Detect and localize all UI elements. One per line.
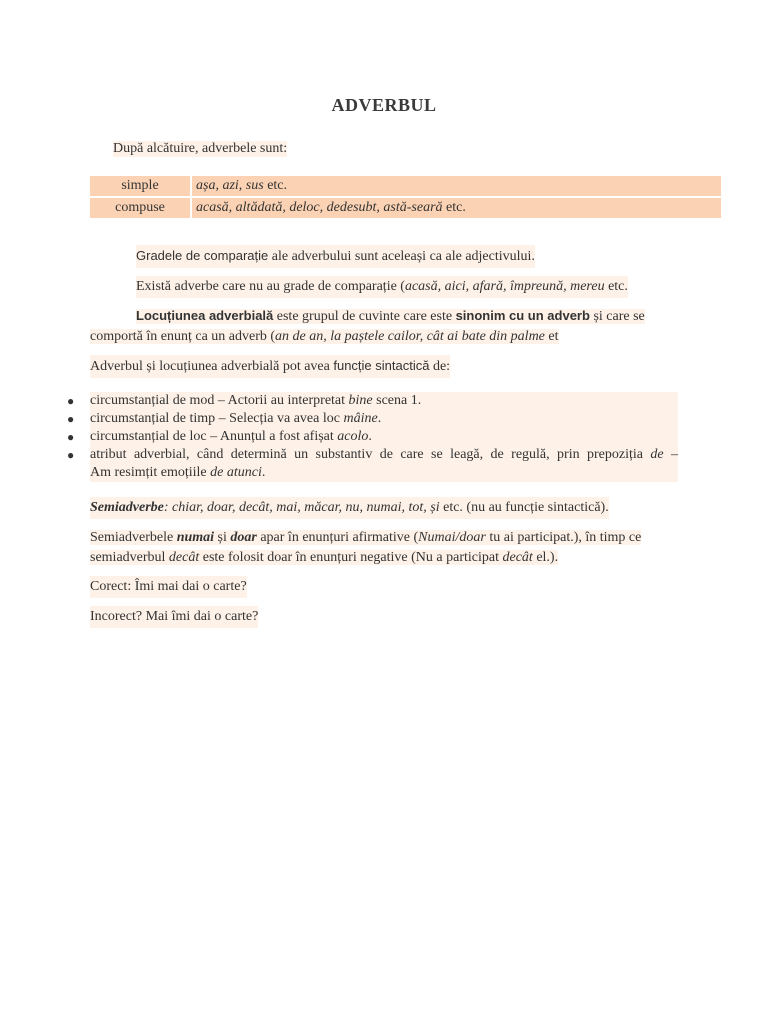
list-item-after: . xyxy=(368,429,372,444)
list-item xyxy=(67,410,678,428)
functions-list xyxy=(67,392,678,482)
table-row xyxy=(90,198,721,218)
bullet-icon: ● xyxy=(67,394,75,408)
bullet-icon: ● xyxy=(67,412,75,426)
list-item-text: Am resimțit emoțiile xyxy=(90,465,211,480)
list-item xyxy=(67,392,678,410)
no-degrees-pre: Există adverbe care nu au grade de comparație ( xyxy=(136,279,405,294)
list-item-example: bine xyxy=(348,393,373,408)
functions-post: de: xyxy=(429,359,451,374)
semiadverbs-term: Semiadverbe xyxy=(90,500,164,515)
semiadverbs-paragraph xyxy=(90,497,609,519)
table-row xyxy=(90,176,721,196)
list-item-text: circumstanțial de loc – Anunțul a fost afișat xyxy=(90,429,338,444)
type-examples: acasă, altădată, deloc, dedesubt, astă-seară xyxy=(196,200,443,215)
usage-example: Numai/doar xyxy=(418,530,486,545)
page-title: ADVERBUL xyxy=(331,95,437,115)
usage-example: decât xyxy=(502,550,533,565)
type-examples-cell xyxy=(192,198,721,218)
bullet-icon: ● xyxy=(67,448,75,462)
no-degrees-paragraph xyxy=(136,276,628,298)
functions-pre: Adverbul și locuțiunea adverbială pot avea xyxy=(90,359,334,374)
no-degrees-post: etc. xyxy=(604,279,628,294)
list-item-example: acolo xyxy=(337,429,369,444)
type-suffix: etc. xyxy=(442,200,466,215)
type-examples: așa, azi, sus xyxy=(196,178,264,193)
degrees-term: Gradele de comparație xyxy=(136,248,269,263)
functions-term: funcție sintactică xyxy=(333,358,430,373)
list-item xyxy=(67,428,678,446)
locution-term: Locuțiunea adverbială xyxy=(136,308,274,323)
semiadverbs-colon: : xyxy=(163,500,173,515)
list-item-text: atribut adverbial, când determină un substantiv de care se leagă, de regulă, prin prepoziția xyxy=(90,447,651,462)
type-suffix: etc. xyxy=(263,178,288,193)
correct-example: Corect: Îmi mai dai o carte? xyxy=(90,576,247,598)
locution-wrap xyxy=(90,309,645,344)
usage-wrap xyxy=(90,530,641,565)
usage-text: Semiadverbele xyxy=(90,530,177,545)
adverb-types-table xyxy=(90,174,721,220)
list-item-text: circumstanțial de mod – Actorii au interpretat xyxy=(90,393,349,408)
intro-text: După alcătuire, adverbele sunt: xyxy=(113,141,288,156)
list-item-example: de atunci xyxy=(210,465,262,480)
list-item-after: scena 1. xyxy=(372,393,422,408)
semiadverbs-post: etc. (nu au funcție sintactică). xyxy=(439,500,609,515)
type-examples-cell xyxy=(192,176,721,196)
locution-tail: et xyxy=(544,329,559,344)
list-item-example: de xyxy=(650,447,664,462)
usage-text: și xyxy=(214,530,231,545)
usage-example: decât xyxy=(168,550,200,565)
no-degrees-examples: acasă, aici, afară, împreună, mereu xyxy=(404,279,605,294)
locution-examples: an de an, la paștele cailor, cât ai bate din palme xyxy=(275,329,545,344)
degrees-rest: ale adverbului sunt aceleași ca ale adjectivului. xyxy=(268,249,535,264)
usage-text: tu ai participat.), în timp ce semiadverbul xyxy=(90,530,642,565)
semiadverbs-usage-paragraph xyxy=(90,528,680,568)
usage-text: el.). xyxy=(532,550,559,565)
usage-term-doar: doar xyxy=(230,530,257,545)
degrees-paragraph xyxy=(136,245,535,268)
locution-paragraph xyxy=(90,306,680,347)
list-item-example: mâine xyxy=(343,411,378,426)
bullet-icon: ● xyxy=(67,430,75,444)
locution-post: și care se comportă în enunț ca un adverb ( xyxy=(90,309,645,344)
type-label: compuse xyxy=(90,198,192,218)
list-item-after: . xyxy=(377,411,382,426)
list-item-after: – xyxy=(663,447,678,462)
list-item-continuation xyxy=(90,464,678,482)
usage-term-numai: numai xyxy=(176,530,215,545)
usage-text: apar în enunțuri afirmative ( xyxy=(256,530,419,545)
locution-synonym: sinonim cu un adverb xyxy=(455,308,590,323)
semiadverbs-examples: chiar, doar, decât, mai, măcar, nu, numai, tot, și xyxy=(172,500,440,515)
usage-text: este folosit doar în enunțuri negative (Nu a participat xyxy=(199,550,503,565)
functions-intro xyxy=(90,355,450,378)
incorrect-example: Incorect? Mai îmi dai o carte? xyxy=(90,606,258,628)
list-item xyxy=(67,446,678,464)
list-item-after: . xyxy=(261,465,266,480)
list-item-text: circumstanțial de timp – Selecția va avea loc xyxy=(90,411,344,426)
locution-mid: este grupul de cuvinte care este xyxy=(273,309,456,324)
type-label: simple xyxy=(90,176,192,196)
